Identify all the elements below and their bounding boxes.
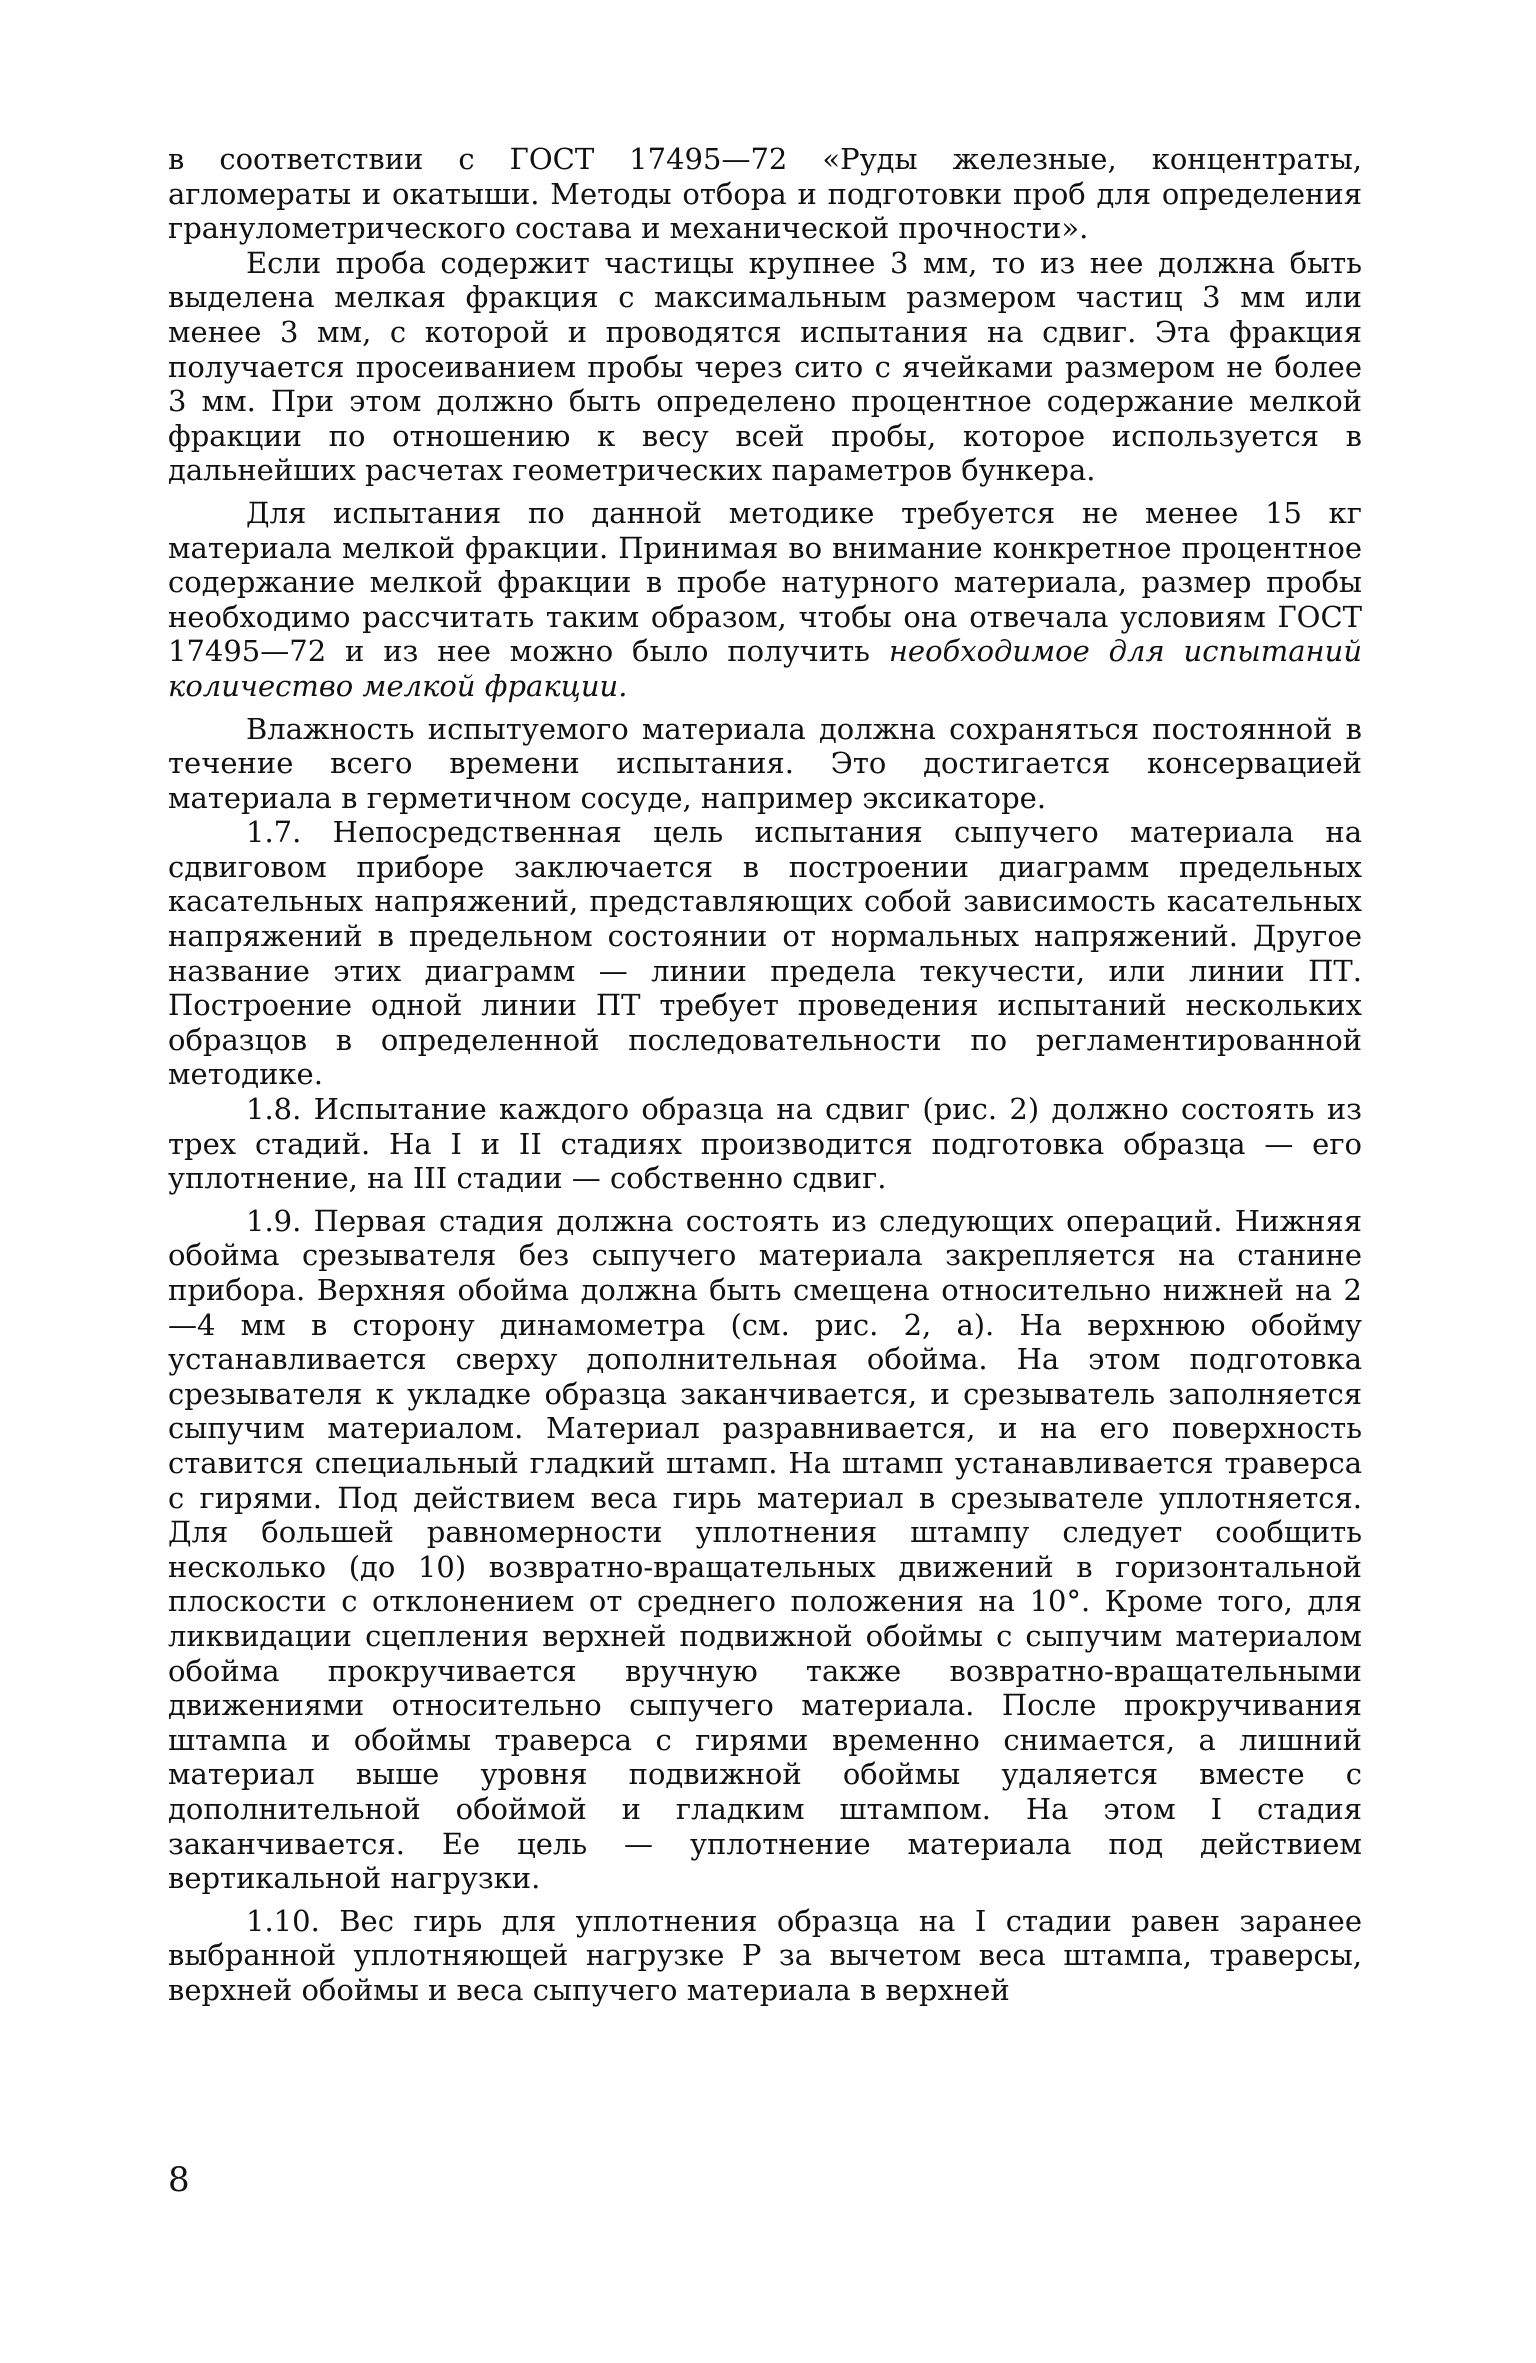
- paragraph-text: Если проба содержит частицы крупнее 3 мм, то из нее должна быть выделена мелкая фракция с максимальным размером частиц 3 мм или менее 3 мм, с которой и проводятся испытания на сдвиг. Эта фракция получается просеиванием пробы через сито с ячейками размером не более 3 мм. При этом должно быть определено процентное содержание мелкой фракции по отношению к весу всей пробы, которое используется в дальнейших расчетах геометрических параметров бункера.: [168, 245, 1362, 488]
- paragraph-section-1-7: [168, 815, 1362, 1092]
- paragraph-section-1-10: [168, 1904, 1362, 2008]
- paragraph-section-1-9: [168, 1204, 1362, 1896]
- paragraph-text: Для испытания по данной методике требуется не менее 15 кг материала мелкой фракции. Принимая во внимание конкретное процентное содержание мелкой фракции в пробе натурного материала, размер пробы необходимо рассчитать таким образом, чтобы она отвечала условиям ГОСТ 17495—72 и из нее можно было получить: [168, 495, 1362, 669]
- paragraph-text: 1.8. Испытание каждого образца на сдвиг (рис. 2) должно состоять из трех стадий. На I и II стадиях производится подготовка образца — его уплотнение, на III стадии — собственно сдвиг.: [168, 1092, 1362, 1196]
- paragraph-text: 1.7. Непосредственная цель испытания сыпучего материала на сдвиговом приборе заключается в построении диаграмм предельных касательных напряжений, представляющих собой зависимость касательных напряжений в предельном состоянии от нормальных напряжений. Другое название этих диаграмм — линии предела текучести, или линии ПТ. Построение одной линии ПТ требует проведения испытаний нескольких образцов в определенной последовательности по регламентированной методике.: [168, 815, 1362, 1092]
- page-number: 8: [168, 2160, 190, 2200]
- paragraph-section-1-8: [168, 1092, 1362, 1196]
- page-body: [168, 142, 1362, 2007]
- paragraph-italic-text: необходимое для испытаний количество мелкой фракции.: [168, 634, 1362, 703]
- paragraph-humidity: [168, 712, 1362, 816]
- paragraph-text: Влажность испытуемого материала должна сохраняться постоянной в течение всего времени испытания. Это достигается консервацией материала в герметичном сосуде, например эксикаторе.: [168, 711, 1362, 815]
- paragraph-text: в соответствии с ГОСТ 17495—72 «Руды железные, концентраты, агломераты и окатыши. Методы отбора и подготовки проб для определения гранулометрического состава и механической прочности».: [168, 142, 1362, 246]
- paragraph-sample-size: [168, 496, 1362, 704]
- paragraph-text: 1.10. Вес гирь для уплотнения образца на I стадии равен заранее выбранной уплотняющей нагрузке P за вычетом веса штампа, траверсы, верхней обоймы и веса сыпучего материала в верхней: [168, 1903, 1362, 2007]
- paragraph-fine-fraction: [168, 246, 1362, 488]
- paragraph-gost-reference: [168, 142, 1362, 246]
- paragraph-text: 1.9. Первая стадия должна состоять из следующих операций. Нижняя обойма срезывателя без сыпучего материала закрепляется на станине прибора. Верхняя обойма должна быть смещена относительно нижней на 2—4 мм в сторону динамометра (см. рис. 2, а). На верхнюю обойму устанавливается сверху дополнительная обойма. На этом подготовка срезывателя к укладке образца заканчивается, и срезыватель заполняется сыпучим материалом. Материал разравнивается, и на его поверхность ставится специальный гладкий штамп. На штамп устанавливается траверса с гирями. Под действием веса гирь материал в срезывателе уплотняется. Для большей равномерности уплотнения штампу следует сообщить несколько (до 10) возвратно-вращательных движений в горизонтальной плоскости с отклонением от среднего положения на 10°. Кроме того, для ликвидации сцепления верхней подвижной обоймы с сыпучим материалом обойма прокручивается вручную также возвратно-вращательными движениями относительно сыпучего материала. После прокручивания штампа и обоймы траверса с гирями временно снимается, а лишний материал выше уровня подвижной обоймы удаляется вместе с дополнительной обоймой и гладким штампом. На этом I стадия заканчивается. Ее цель — уплотнение материала под действием вертикальной нагрузки.: [168, 1203, 1362, 1896]
